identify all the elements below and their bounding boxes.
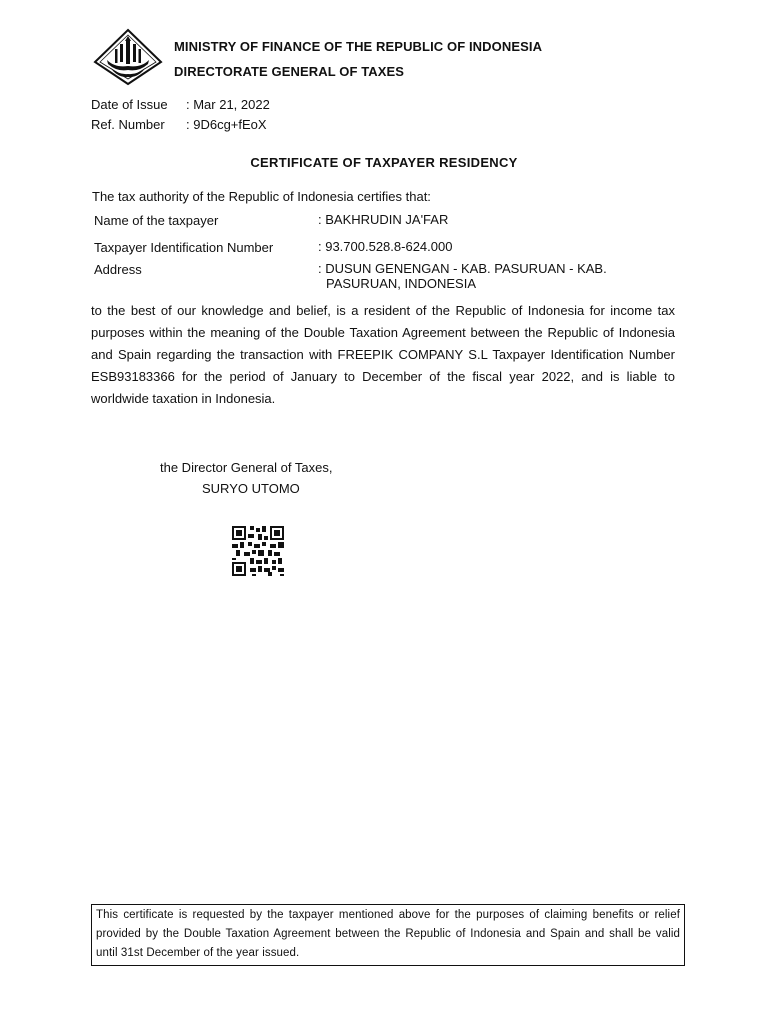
signatory-name: SURYO UTOMO — [202, 481, 300, 496]
address-line-2: PASURUAN, INDONESIA — [326, 276, 477, 291]
qr-code-icon — [232, 526, 284, 576]
tin-label: Taxpayer Identification Number — [94, 240, 274, 255]
signatory-title: the Director General of Taxes, — [160, 460, 333, 475]
tin-value: : 93.700.528.8-624.000 — [318, 239, 453, 254]
address-line-1: : DUSUN GENENGAN - KAB. PASURUAN - KAB. — [318, 261, 607, 276]
ministry-emblem-icon — [93, 28, 163, 86]
date-of-issue-value: : Mar 21, 2022 — [186, 97, 270, 112]
ref-number-label: Ref. Number — [91, 117, 165, 132]
intro-text: The tax authority of the Republic of Indonesia certifies that: — [92, 189, 431, 204]
taxpayer-name-value: : BAKHRUDIN JA'FAR — [318, 212, 449, 227]
directorate-name: DIRECTORATE GENERAL OF TAXES — [174, 64, 405, 79]
certification-body: to the best of our knowledge and belief, is a resident of the Republic of Indonesia for income tax purposes within the meaning of the Double Taxation Agreement between the Republic of Indonesia and Spain regarding the transaction with FREEPIK COMPANY S.L Taxpayer Identification Number ESB93183366 for the period of January to December of the fiscal year 2022, and is liable to worldwide taxation in Indonesia. — [91, 303, 675, 406]
taxpayer-name-label: Name of the taxpayer — [94, 213, 219, 228]
address-label: Address — [94, 262, 142, 277]
document-title: CERTIFICATE OF TAXPAYER RESIDENCY — [250, 155, 518, 170]
date-of-issue-label: Date of Issue — [91, 97, 168, 112]
ref-number-value: : 9D6cg+fEoX — [186, 117, 267, 132]
validity-notice: This certificate is requested by the taxpayer mentioned above for the purposes of claiming benefits or relief provided by the Double Taxation Agreement between the Republic of Indonesia and Spain and shall be valid until 31st December of the year issued. — [91, 904, 685, 966]
ministry-name: MINISTRY OF FINANCE OF THE REPUBLIC OF INDONESIA — [174, 39, 543, 54]
